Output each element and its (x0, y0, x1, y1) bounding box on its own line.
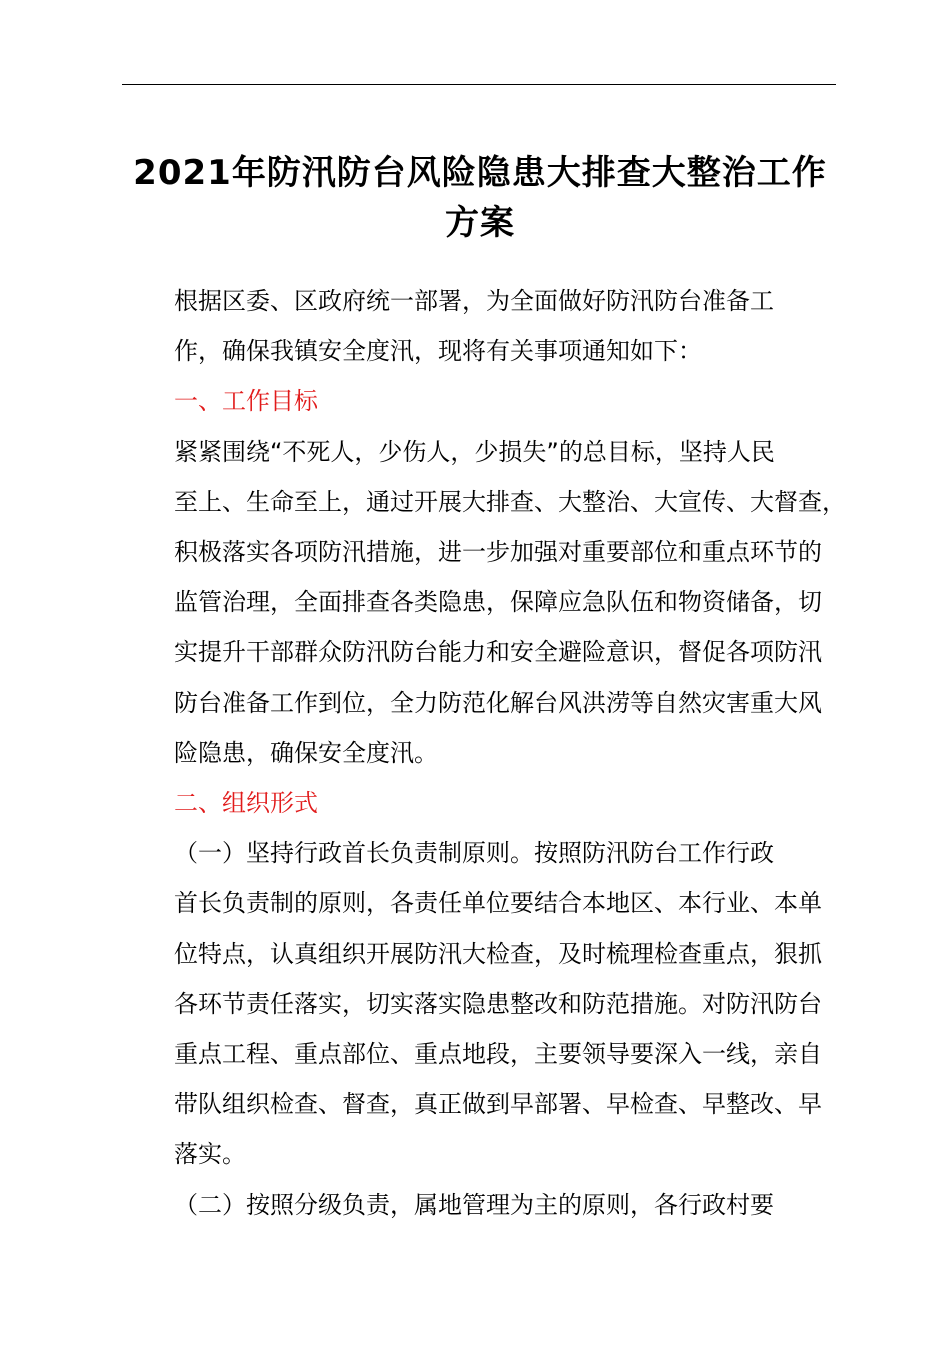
text-line: 各环节责任落实，切实落实隐患整改和防范措施。对防汛防台 (174, 989, 822, 1018)
text-line: 位特点，认真组织开展防汛大检查，及时梳理检查重点，狠抓 (174, 939, 822, 968)
text-line: （二）按照分级负责，属地管理为主的原则，各行政村要 (174, 1190, 774, 1219)
text-line: 防台准备工作到位，全力防范化解台风洪涝等自然灾害重大风 (174, 688, 822, 717)
text-line: 根据区委、区政府统一部署，为全面做好防汛防台准备工 (174, 287, 774, 315)
title-line-2: 方案 (445, 203, 515, 243)
text-line: 作，确保我镇安全度汛，现将有关事项通知如下： (174, 337, 702, 366)
title-year: 2021 (133, 153, 232, 193)
text-line: 首长负责制的原则，各责任单位要结合本地区、本行业、本单 (174, 889, 822, 918)
section-heading-goals: 一、工作目标 (174, 387, 318, 416)
text-line: 监管治理，全面排查各类隐患，保障应急队伍和物资储备，切 (174, 588, 822, 617)
text-line: 重点工程、重点部位、重点地段，主要领导要深入一线，亲自 (174, 1040, 822, 1069)
header-rule (122, 84, 836, 85)
intro-paragraph (124, 276, 838, 376)
text-line: （一）坚持行政首长负责制原则。按照防汛防台工作行政 (174, 839, 774, 868)
text-line: 紧紧围绕“不死人，少伤人，少损失”的总目标，坚持人民 (174, 437, 775, 466)
document-body (124, 276, 846, 1230)
title-text: 年防汛防台风险隐患大排查大整治工作 (231, 153, 827, 193)
text-line: 带队组织检查、督查，真正做到早部署、早检查、早整改、早 (174, 1090, 822, 1119)
title-line-1 (100, 148, 860, 198)
section-heading-organization: 二、组织形式 (174, 789, 318, 818)
goals-paragraph (124, 427, 846, 778)
text-line: 至上、生命至上，通过开展大排查、大整治、大宣传、大督查， (174, 487, 846, 516)
document-title (100, 148, 860, 248)
organization-item-1 (124, 828, 838, 1179)
text-line: 积极落实各项防汛措施，进一步加强对重要部位和重点环节的 (174, 538, 822, 567)
text-line: 实提升干部群众防汛防台能力和安全避险意识，督促各项防汛 (174, 638, 822, 667)
text-line: 险隐患，确保安全度汛。 (174, 738, 438, 767)
text-line: 落实。 (174, 1140, 246, 1169)
organization-item-2 (124, 1180, 838, 1230)
